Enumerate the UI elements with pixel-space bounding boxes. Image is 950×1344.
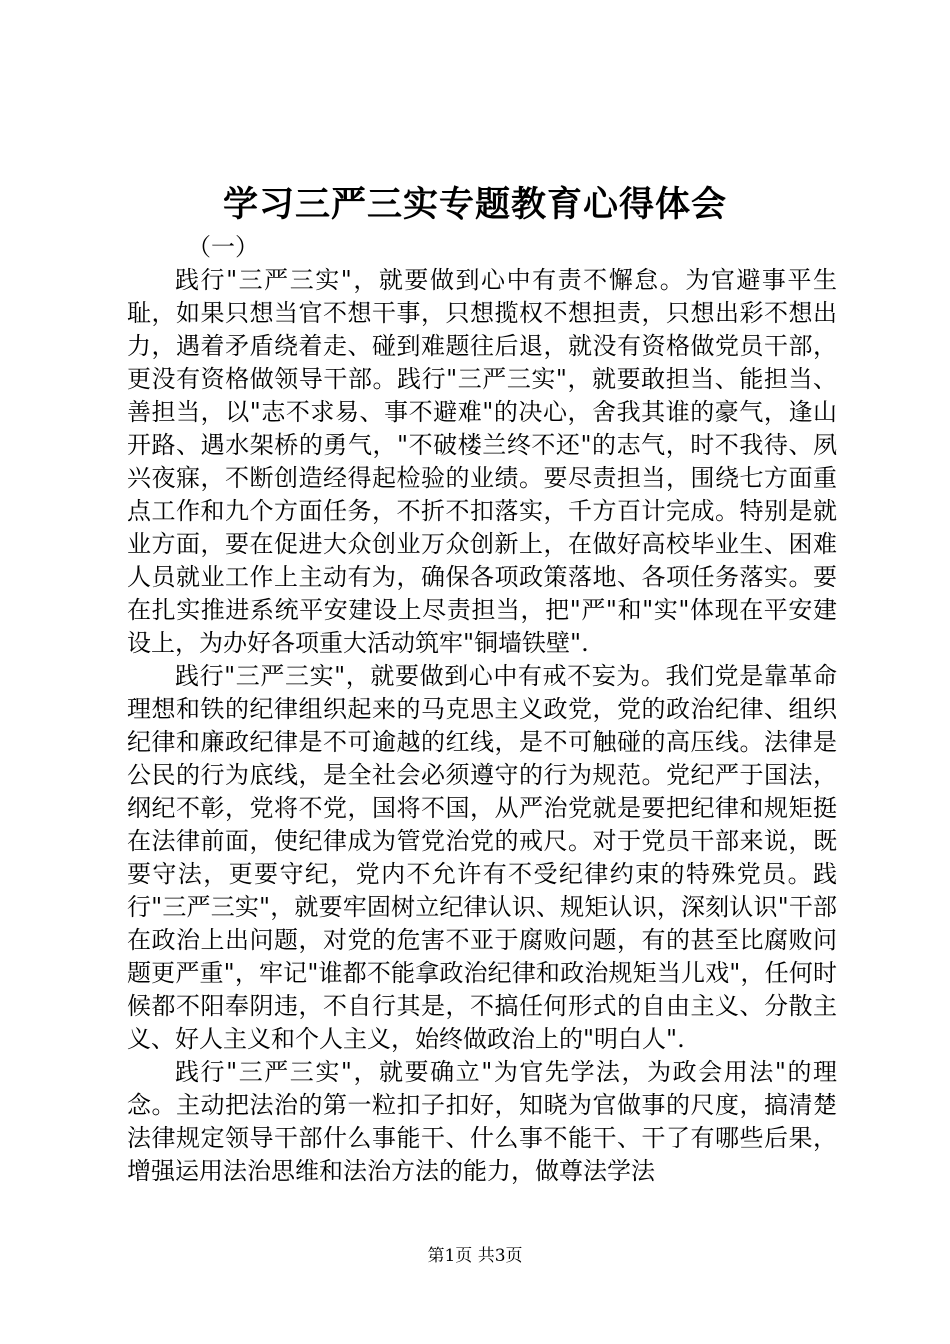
paragraph: 践行"三严三实"，就要做到心中有责不懈怠。为官避事平生耻，如果只想当官不想干事，只想揽权不想担责，只想出彩不想出力，遇着矛盾绕着走、碰到难题往后退，就没有资格做党员干部，更没有资格做领导干部。践行"三严三实"，就要敢担当、能担当、善担当，以"志不求易、事不避难"的决心，舍我其谁的豪气，逢山开路、遇水架桥的勇气，"不破楼兰终不还"的志气，时不我待、夙兴夜寐，不断创造经得起检验的业绩。要尽责担当，围绕七方面重点工作和九个方面任务，不折不扣落实，千方百计完成。特别是就业方面，要在促进大众创业万众创新上，在做好高校毕业生、困难人员就业工作上主动有为，确保各项政策落地、各项任务落实。要在扎实推进系统平安建设上尽责担当，把"严"和"实"体现在平安建设上，为办好各项重大活动筑牢"铜墙铁壁". bbox=[127, 266, 837, 657]
document-body bbox=[127, 231, 837, 1188]
section-label: （一） bbox=[187, 233, 259, 261]
document-title: 学习三严三实专题教育心得体会 bbox=[222, 184, 727, 225]
page-footer: 第1页 共3页 bbox=[427, 1246, 523, 1266]
paragraph: 践行"三严三实"，就要确立"为官先学法，为政会用法"的理念。主动把法治的第一粒扣子扣好，知晓为官做事的尺度，搞清楚法律规定领导干部什么事能干、什么事不能干、干了有哪些后果，增强运用法治思维和法治方法的能力，做尊法学法 bbox=[127, 1058, 837, 1185]
paragraph: 践行"三严三实"，就要做到心中有戒不妄为。我们党是靠革命理想和铁的纪律组织起来的马克思主义政党，党的政治纪律、组织纪律和廉政纪律是不可逾越的红线，是不可触碰的高压线。法律是公民的行为底线，是全社会必须遵守的行为规范。党纪严于国法，纲纪不彰，党将不党，国将不国，从严治党就是要把纪律和规矩挺在法律前面，使纪律成为管党治党的戒尺。对于党员干部来说，既要守法，更要守纪，党内不允许有不受纪律约束的特殊党员。践行"三严三实"，就要牢固树立纪律认识、规矩认识，深刻认识"干部在政治上出问题，对党的危害不亚于腐败问题，有的甚至比腐败问题更严重"，牢记"谁都不能拿政治纪律和政治规矩当儿戏"，任何时候都不阳奉阴违，不自行其是，不搞任何形式的自由主义、分散主义、好人主义和个人主义，始终做政治上的"明白人". bbox=[127, 662, 837, 1053]
